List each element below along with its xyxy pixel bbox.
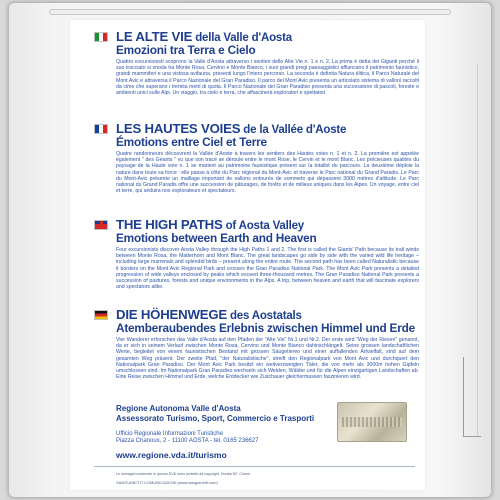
website-link[interactable]: www.regione.vda.it/turismo [116,450,227,460]
section-title-de: DIE HÖHENWEGE des Aostatals [116,307,302,322]
section-body-it: Quattro escursionisti scoprono la Valle d'Aosta attraverso i sentieri delle Alte Vie n. 1 e n. 2. La prima è detta dei Giganti perché il suo tracciato si snoda tra Monte Rosa, Cervino e Monte Bianco, i suoi grandi pregi paesaggistici affiancano il patrimonio faunistico, grandi mammiferi e una vistosa avifauna, presenti lungo l'intero percorso. La seconda è definita Natura élitica, il Parco Naturale del Mont Avic e attraversa il Parco Nazionale del Gran Paradiso. Il parco del Mont Avic presenta un articolato sistema di valloni raccolti da cime che superano i tremila metri di quota. Il Parco Nazionale del Gran Paradiso presenta una successione di pascoli, foreste e ambienti unici sulle Alpi. Un viaggio, tra cielo e terra, che affascinerà esploratori e spettatori. [116,59,419,97]
section-subtitle-fr: Émotions entre Ciel et Terre [116,135,267,149]
section-title-it: LE ALTE VIE della Valle d'Aosta [116,29,292,44]
section-subtitle-en: Emotions between Earth and Heaven [116,231,317,245]
case-corner-mark [463,357,481,437]
producer-credit: SANGUINETTI COMUNICAZIONI (www.sanguinetti.com) [116,480,218,485]
section-title-fr: LES HAUTES VOIES de la Vallée d'Aoste [116,121,347,136]
siae-sticker [337,402,407,442]
france-flag-icon [94,124,108,134]
uk-flag-icon [94,220,108,230]
footer-divider [94,466,415,467]
section-subtitle-de: Atemberaubendes Erlebnis zwischen Himmel und Erde [116,321,415,335]
section-subtitle-it: Emozioni tra Terra e Cielo [116,43,256,57]
office-address: Piazza Chanoux, 2 - 11100 AOSTA - tel. 0165 236627 [116,438,259,444]
region-name: Regione Autonoma Valle d'Aosta [116,404,241,413]
section-title-en: THE HIGH PATHS of Aosta Valley [116,217,304,232]
germany-flag-icon [94,310,108,320]
section-body-de: Vier Wanderer erforschen das Valle d'Aosta auf den Pfaden der "Alte Vie" Nr.1 und Nr.2. Der erste wird "Weg der Riesen" genannt, da er sich in seinem Verlauf zwischen Monte Rosa, Cervino und Monte Bianco dahinschlängelt. Seine grossen landschaftlichen Werte, begleitet von einem faunistischen Bestand mit grossen Säugetieren und einer auffallenden Artvielfalt, sind auf dem gesamten Weg präsent. Der zweite Pfad, "der Naturalistische", streift den Regionalpark von Mont Avic und durchquert den Nationalpark Gran Paradiso. Der Mont Avic Park besitzt ein weitverzweigten Täler, die von mehr als 3000m hohen Gipfeln umschlossen sind. Im Nationalpark Gran Paradiso wechseln sich Weiden, Wälder und für die Alpen einzigartigen Landschaften ab. Eine Reise zwischen Himmel und Erde, welche Entdecker wie Zuschauer gleichermassen faszinieren wird. [116,337,419,381]
sticker-hologram-stripe [342,417,402,427]
assessorato-name: Assessorato Turismo, Sport, Commercio e Trasporti [116,414,315,423]
tourist-office: Ufficio Regionale Informazioni Turistiche [116,431,223,437]
section-body-en: Four excursionists discover Aosta Valley through the High Paths 1 and 2. The first is called the Giants' Path because its trail winds between Monte Rosa, the Matterhorn and Mont Blanc. The great landscapes go side by side with the varied wild life heritage – including large mammals and splendid birds – present along the entire route. The second path has been called Naturalistic because it borders on the Mont Avic Regional Park and crosses the Gran Paradiso National Park. The Mont Avic Park presents a detailed progression of wide valleys enclosed by peaks which exceed three-thousand metres. The Gran Paradiso National Park presents a succession of pastures, forests and unique environments in the Alps. A trip, between heaven and earth that will fascinate explorers and spectators alike. [116,247,419,291]
section-body-fr: Quatre randonneurs découvrent la Vallée d'Aoste à travers les sentiers des Hautes voies n. 1 et n. 2. La première est appelée également " des Géants " vu que son tracé se déroule entre le mont Rose, le Cervin et le mont Blanc. Les précieuses qualités du paysage de la Haute voie n. 1 se marient au patrimoine faunistique présent sur la totalité du parcours. La deuxième déploie la nature dans toute sa force : elle passe à côté du Parc régional du Mont-Avic et traverse le Parc national du Grand Paradis. Le Parc du Mont-Avic présente un maillage important de vallons entourés de sommets qui dépassent 3000 mètres d'altitude. Le Parc national du Grand Paradis offre une succession de pâturages, de forêts et de milieux uniques dans les Alpes. Un voyage, entre ciel et terre, qui séduira nos explorateurs et spectateurs. [116,151,419,195]
case-top-ridge [49,9,451,15]
italy-flag-icon [94,32,108,42]
copyright-note: Le immagini contenute in questo DVD sono protette da copyright. Durata 50'. Colore. [116,472,251,476]
